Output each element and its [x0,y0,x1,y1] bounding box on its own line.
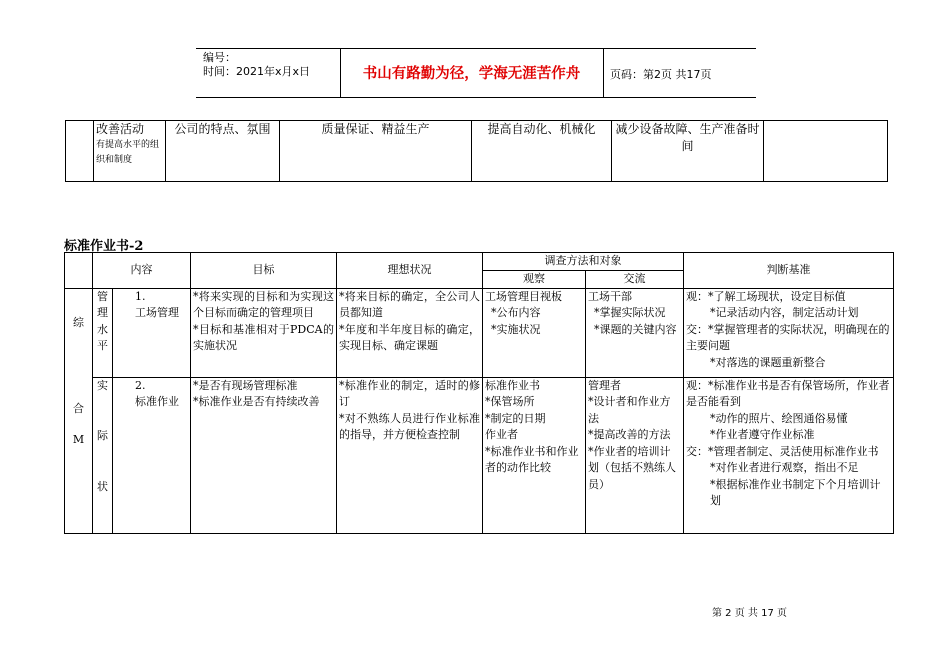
table-cell [586,288,684,377]
page-footer: 第 2 页 共 17 页 [712,608,787,619]
side-char: 管 [97,289,108,303]
section-title: 标准作业书-2 [64,239,144,254]
doc-time-label: 时间：2021年x月x日 [203,65,311,78]
table-cell: 公司的特点、氛围 [166,121,280,182]
cell-line: 工场管理目视板 [485,289,562,303]
cell-line: *标准作业的制定，适时的修订 [339,378,480,408]
side-char: 综 [73,315,84,329]
cell-line: *掌握实际状况 [594,306,666,319]
cell-line: *提高改善的方法 [588,428,671,441]
side-char: 水 [97,322,108,336]
header-goal: 目标 [191,253,337,289]
header-ideal: 理想状况 [337,253,483,289]
header-top-rule [196,48,756,49]
side-char: 际 [97,429,108,442]
table-cell [684,377,894,533]
table-cell [586,377,684,533]
cell-line: 交：*掌握管理者的实际状况，明确现在的主要问题 [686,322,890,352]
header-motto: 书山有路勤为径，学海无涯苦作舟 [362,66,581,82]
cell-line: 作业者 [485,428,518,441]
cell-line: *作业者的培训计划（包括不熟练人员） [588,444,676,491]
cell-line: *对不熟练人员进行作业标准的指导，并方便检查控制 [339,411,480,441]
cell-line: *目标和基准相对于PDCA的实施状况 [193,322,334,352]
cell-line: *制定的日期 [485,411,546,425]
header-bottom-rule [196,97,756,98]
side-label-actual [93,377,113,533]
cell-line: 标准作业书 [485,378,540,392]
row-name: 工场管理 [135,306,179,319]
table-cell [113,377,191,533]
cell-line: *标准作业是否有持续改善 [193,395,320,408]
header-content: 内容 [93,253,191,289]
cell-line: *保管场所 [485,395,535,408]
table-cell [483,377,586,533]
cell-line: *根据标准作业书制定下个月培训计划 [710,477,881,507]
row-number: 1. [135,289,146,303]
cell-line: *记录活动内容，制定活动计划 [710,306,859,319]
side-label-comprehensive [65,288,93,533]
table-cell [66,121,94,182]
cell-line: *作业者遵守作业标准 [710,428,815,441]
cell-line: *动作的照片、绘图通俗易懂 [710,411,848,425]
header-criteria: 判断基准 [684,253,894,289]
table-cell [483,288,586,377]
table-cell [94,121,166,182]
standard-work-table [64,252,894,534]
table-cell [337,377,483,533]
table-cell [191,288,337,377]
cell-text: 有提高水平的组织和制度 [96,140,160,165]
table-cell: 减少设备故障、生产准备时间 [612,121,764,182]
cell-line: *设计者和作业方法 [588,395,671,425]
table-cell: 质量保证、精益生产 [280,121,472,182]
table-cell [684,288,894,377]
page-code: 页码：第2页 共17页 [610,68,712,81]
table-cell [191,377,337,533]
table-cell [113,288,191,377]
cell-line: 管理者 [588,378,621,392]
row-number: 2. [135,378,146,392]
header-survey: 调查方法和对象 [483,253,684,271]
cell-line: 工场干部 [588,289,632,303]
cell-line: *公布内容 [491,306,541,319]
side-char: 状 [97,479,108,493]
table-cell [337,288,483,377]
side-char: 合 [73,402,84,415]
side-char: 平 [97,339,108,352]
table-cell [65,253,93,289]
cell-line: *标准作业书和作业者的动作比较 [485,444,579,474]
cell-line: *将来实现的目标和为实现这个目标而确定的管理项目 [193,289,334,319]
side-char: 理 [97,306,108,319]
side-char: M [72,432,85,446]
cell-line: *是否有现场管理标准 [193,378,298,392]
header-divider [603,48,604,97]
doc-number-label: 编号： [203,51,236,64]
top-table [65,120,888,182]
header-observe: 观察 [483,271,586,289]
cell-text: 改善活动 [96,122,145,136]
cell-line: *对作业者进行观察，指出不足 [710,461,859,474]
cell-line: 观：*标准作业书是否有保管场所，作业者是否能看到 [686,378,890,408]
cell-line: *实施状况 [491,322,541,336]
table-cell: 提高自动化、机械化 [472,121,612,182]
header-exchange: 交流 [586,271,684,289]
row-name: 标准作业 [135,395,179,408]
cell-line: *将来目标的确定，全公司人员都知道 [339,289,480,319]
table-cell [764,121,888,182]
cell-line: *对落选的课题重新整合 [710,355,826,369]
cell-line: 观：*了解工场现状，设定目标值 [686,289,846,303]
cell-line: *课题的关键内容 [594,322,677,336]
side-char: 实 [97,378,108,392]
cell-line: *年度和半年度目标的确定，实现目标、确定课题 [339,322,480,352]
cell-line: 交：*管理者制定、灵活使用标准作业书 [686,444,879,458]
side-label-management [93,288,113,377]
